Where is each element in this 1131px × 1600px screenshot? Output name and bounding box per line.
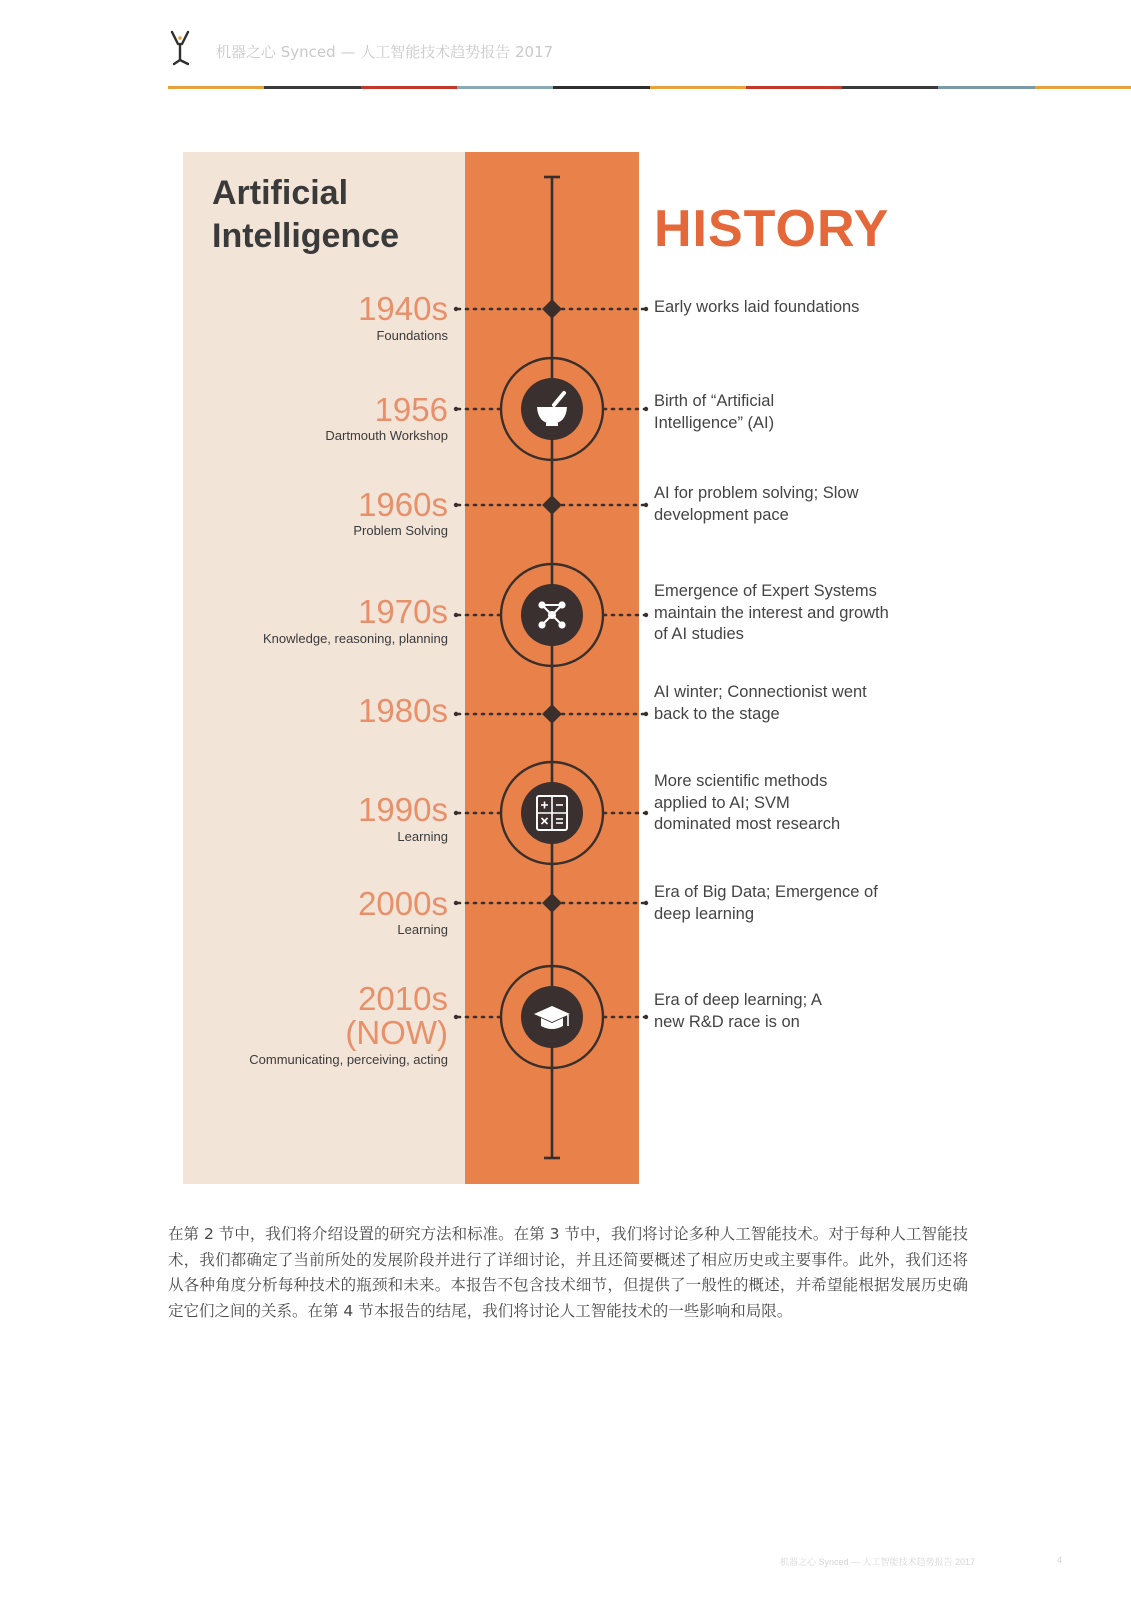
year-label: 1940s bbox=[358, 290, 448, 327]
connector-end-dot bbox=[454, 901, 458, 905]
milestone-description: Emergence of Expert Systems maintain the interest and growth of AI studies bbox=[654, 582, 889, 643]
year-label: 1970s bbox=[358, 593, 448, 630]
header-title: 机器之心 Synced — 人工智能技术趋势报告 2017 bbox=[216, 43, 554, 61]
body-paragraph: 在第 2 节中，我们将介绍设置的研究方法和标准。在第 3 节中，我们将讨论多种人工智能技术。对于每种人工智能技术，我们都确定了当前所处的发展阶段并进行了详细讨论，并且还简要概述了相应历史或主要事件。此外，我们还将从各种角度分析每种技术的瓶颈和未来。本报告不包含技术细节，但提供了一般性的概述，并希望能根据发展历史确定它们之间的关系。在第 4 节本报告的结尾，我们将讨论人工智能技术的一些影响和局限。 bbox=[168, 1225, 968, 1320]
milestone-description: Era of Big Data; Emergence of deep learning bbox=[654, 883, 878, 923]
footer-text: 机器之心 Synced — 人工智能技术趋势报告 2017 bbox=[780, 1557, 976, 1567]
connector-end-dot bbox=[454, 503, 458, 507]
connector-end-dot bbox=[644, 1015, 648, 1019]
milestone-description: Birth of “Artificial Intelligence” (AI) bbox=[654, 392, 775, 432]
milestone-description: More scientific methods applied to AI; SVM dominated most research bbox=[654, 772, 841, 833]
milestone-description: Early works laid foundations bbox=[654, 298, 860, 316]
year-subtitle: Communicating, perceiving, acting bbox=[249, 1052, 448, 1067]
milestone-diamond bbox=[542, 299, 562, 319]
connector-end-dot bbox=[454, 407, 458, 411]
year-subtitle: Learning bbox=[397, 829, 448, 844]
year-subtitle: Learning bbox=[397, 922, 448, 937]
milestone-description: AI winter; Connectionist went back to the stage bbox=[654, 683, 867, 723]
year-label: 1956 bbox=[374, 391, 448, 428]
history-label: HISTORY bbox=[654, 200, 890, 258]
year-subtitle: Knowledge, reasoning, planning bbox=[262, 631, 448, 646]
connector-end-dot bbox=[644, 901, 648, 905]
year-subtitle: Foundations bbox=[376, 328, 448, 343]
year-subtitle: Problem Solving bbox=[353, 523, 448, 538]
milestone-diamond bbox=[542, 704, 562, 724]
infographic-title: Artificial Intelligence bbox=[212, 174, 400, 255]
milestone-diamond bbox=[542, 893, 562, 913]
milestone-diamond bbox=[542, 495, 562, 515]
year-label: 2010s bbox=[358, 980, 448, 1017]
connector-end-dot bbox=[644, 613, 648, 617]
year-label: 1960s bbox=[358, 486, 448, 523]
year-label: 2000s bbox=[358, 885, 448, 922]
connector-end-dot bbox=[454, 1015, 458, 1019]
page-number: 4 bbox=[1057, 1555, 1063, 1565]
connector-end-dot bbox=[644, 811, 648, 815]
year-label: 1990s bbox=[358, 791, 448, 828]
connector-end-dot bbox=[454, 811, 458, 815]
connector-end-dot bbox=[644, 712, 648, 716]
connector-end-dot bbox=[644, 307, 648, 311]
connector-end-dot bbox=[644, 407, 648, 411]
connector-end-dot bbox=[454, 613, 458, 617]
milestone-description: Era of deep learning; A new R&D race is on bbox=[654, 991, 821, 1031]
year-label-now: (NOW) bbox=[345, 1014, 448, 1051]
connector-end-dot bbox=[454, 307, 458, 311]
milestone-description: AI for problem solving; Slow development pace bbox=[654, 484, 859, 524]
connector-end-dot bbox=[454, 712, 458, 716]
year-label: 1980s bbox=[358, 692, 448, 729]
year-subtitle: Dartmouth Workshop bbox=[325, 428, 448, 443]
connector-end-dot bbox=[644, 503, 648, 507]
